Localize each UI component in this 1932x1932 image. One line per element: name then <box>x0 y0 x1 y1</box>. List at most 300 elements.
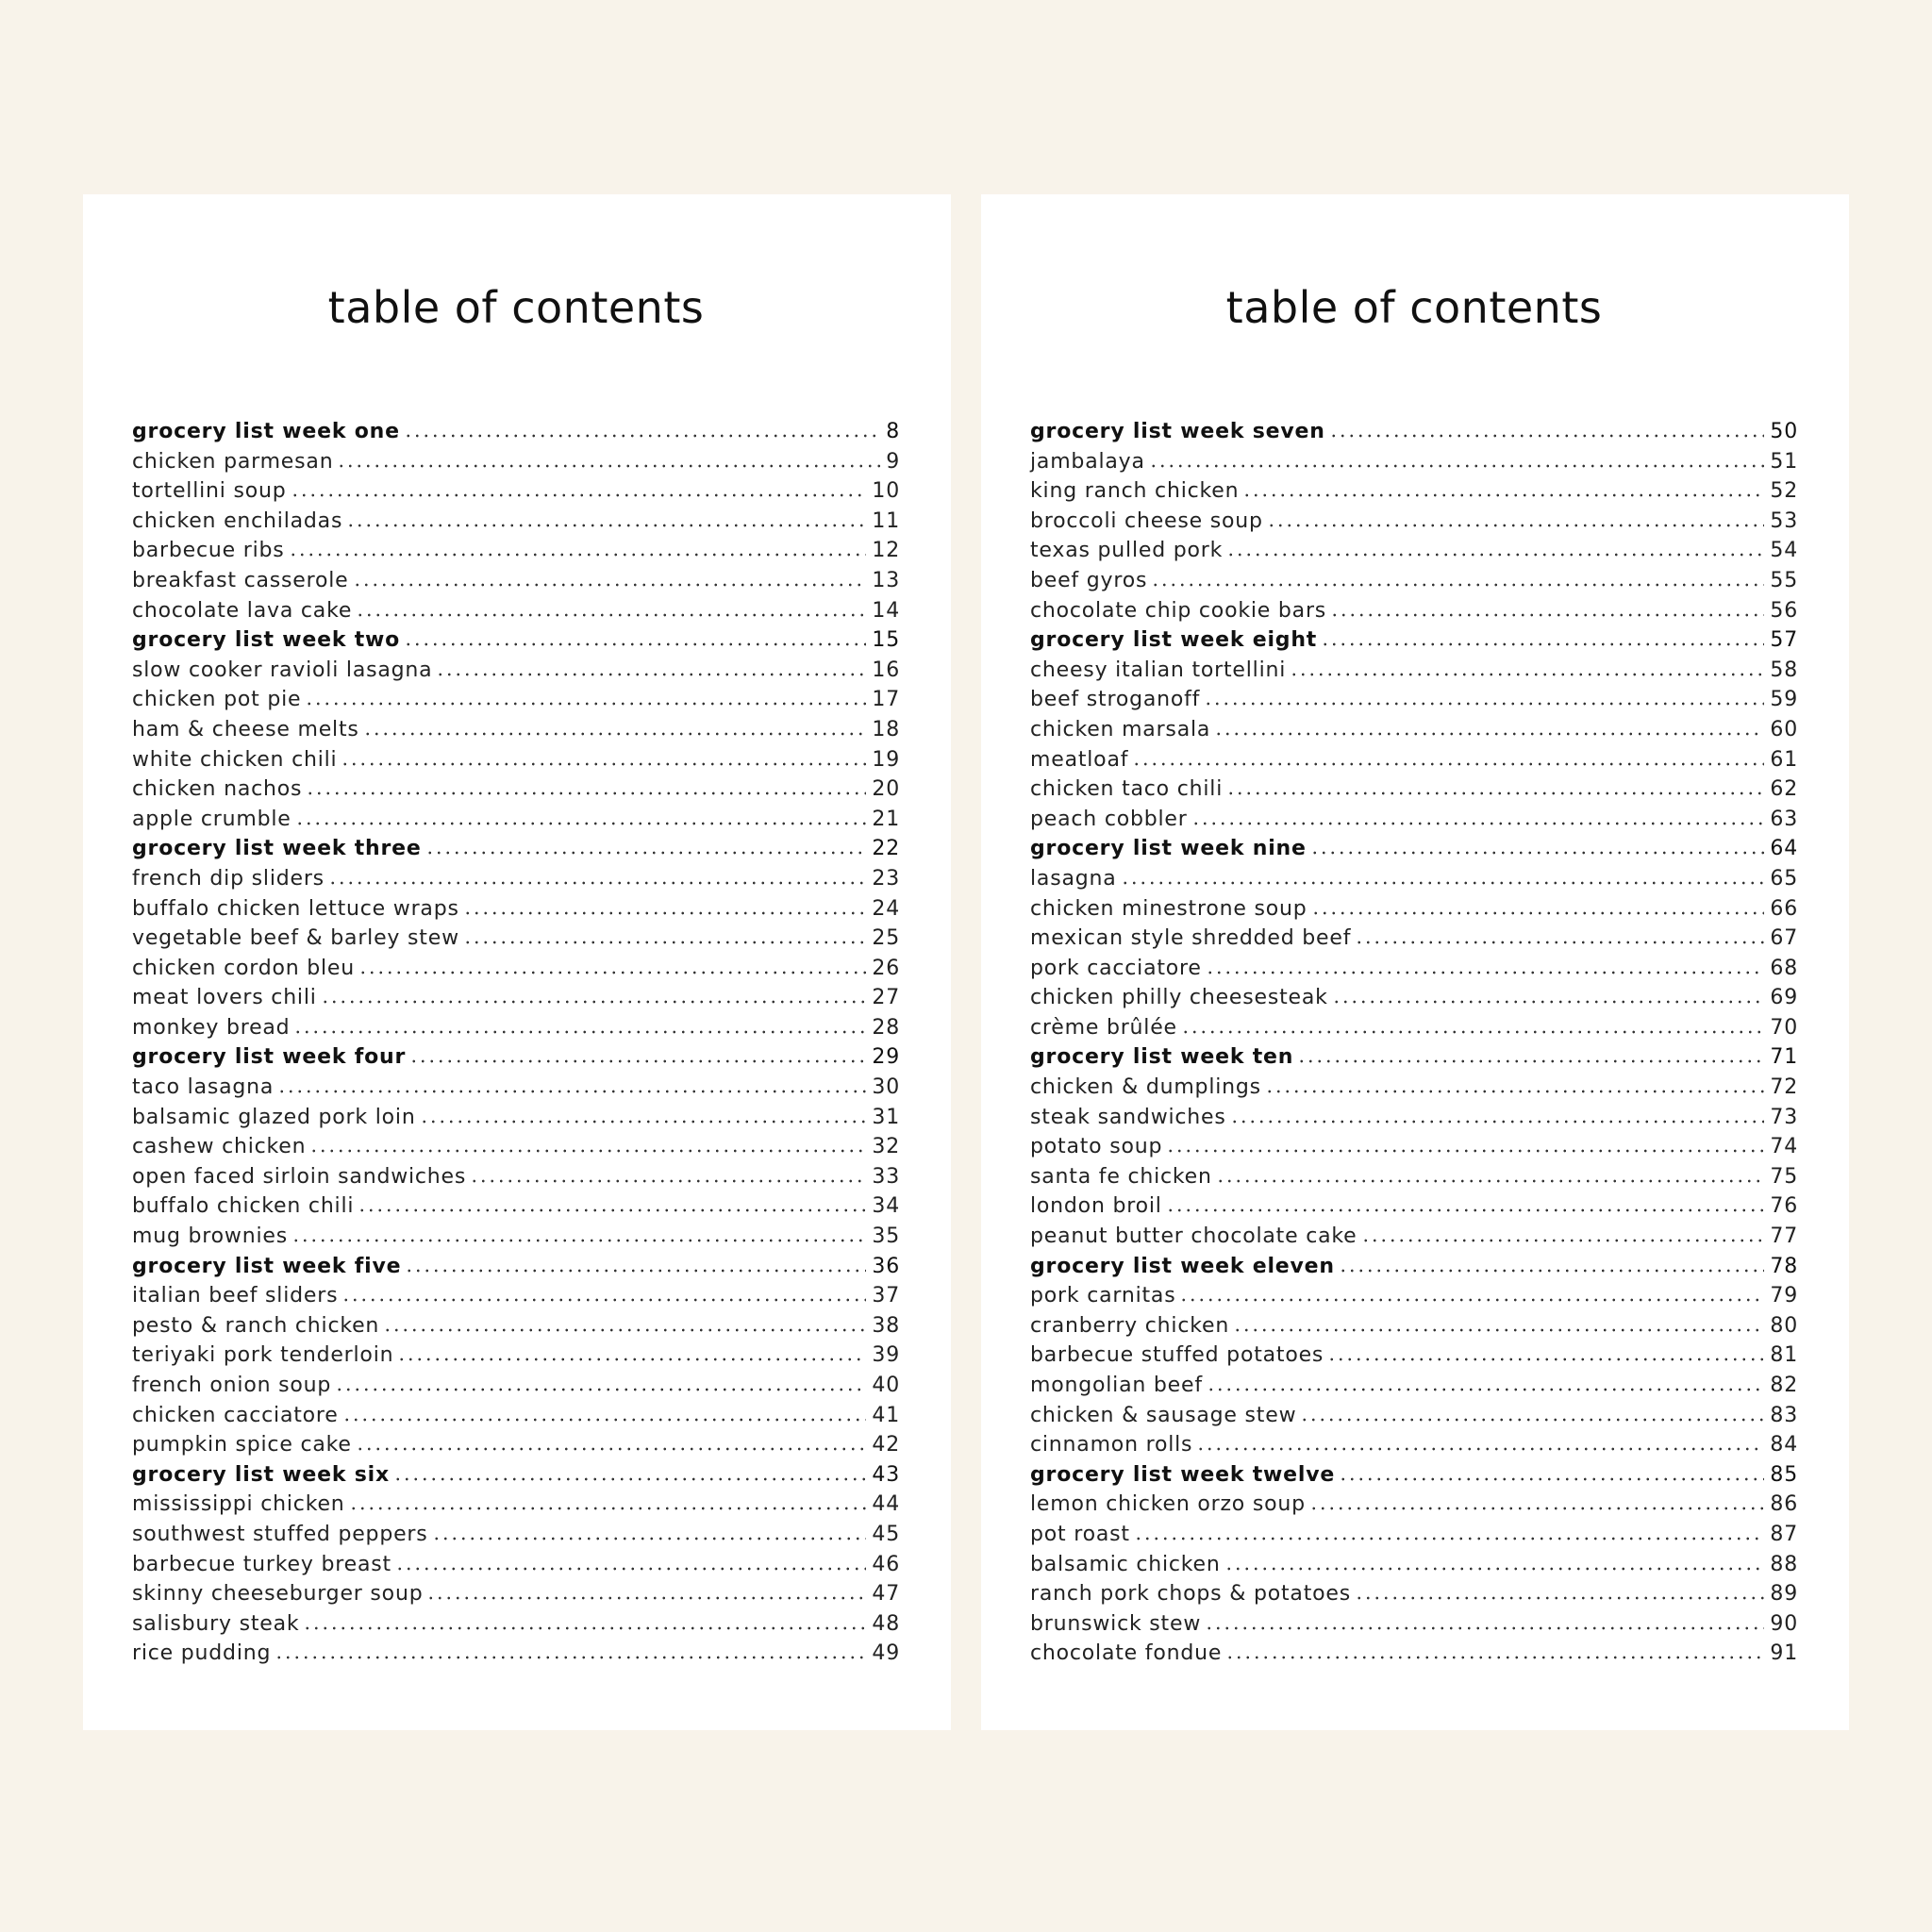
toc-row-recipe <box>132 864 900 894</box>
toc-row-recipe <box>1030 566 1798 596</box>
dot-leader <box>358 1208 866 1212</box>
toc-row-recipe <box>1030 596 1798 626</box>
dot-leader <box>1230 1120 1765 1124</box>
page-number: 89 <box>1770 1582 1798 1607</box>
recipe-label: chicken cordon bleu <box>132 956 356 980</box>
toc-row-recipe <box>132 536 900 566</box>
toc-row-recipe <box>132 924 900 954</box>
page-number: 43 <box>872 1462 900 1487</box>
toc-row-recipe <box>1030 1401 1798 1431</box>
recipe-label: santa fe chicken <box>1030 1164 1212 1189</box>
toc-row-week-heading <box>132 417 900 447</box>
page-number: 37 <box>872 1284 900 1308</box>
dot-leader <box>358 971 866 974</box>
toc-row-recipe <box>1030 894 1798 924</box>
recipe-label: ham & cheese melts <box>132 717 359 741</box>
dot-leader <box>1265 1090 1764 1093</box>
page-number: 45 <box>872 1522 900 1546</box>
toc-row-recipe <box>132 1609 900 1640</box>
toc-row-recipe <box>1030 1490 1798 1520</box>
page-number: 21 <box>872 807 900 831</box>
recipe-label: texas pulled pork <box>1030 539 1224 563</box>
page-number: 68 <box>1770 956 1798 980</box>
page-number: 35 <box>872 1224 900 1249</box>
page-number: 59 <box>1770 688 1798 712</box>
toc-row-recipe <box>132 1550 900 1580</box>
recipe-label: french onion soup <box>132 1374 332 1397</box>
recipe-label: ranch pork chops & potatoes <box>1030 1582 1351 1607</box>
recipe-label: meatloaf <box>1030 747 1129 772</box>
dot-leader <box>1226 791 1764 795</box>
page-number: 70 <box>1770 1015 1798 1040</box>
toc-row-recipe <box>132 507 900 537</box>
toc-row-week-heading <box>1030 834 1798 864</box>
page-number: 36 <box>872 1254 900 1278</box>
toc-row-recipe <box>1030 1013 1798 1043</box>
toc-row-recipe <box>1030 447 1798 477</box>
toc-row-recipe <box>1030 745 1798 775</box>
page-number: 61 <box>1770 747 1798 772</box>
dot-leader <box>1311 911 1765 915</box>
recipe-label: white chicken chili <box>132 747 338 772</box>
recipe-label: king ranch chicken <box>1030 479 1240 504</box>
page-number: 84 <box>1770 1433 1798 1457</box>
page-number: 64 <box>1770 837 1798 861</box>
dot-leader <box>404 434 880 438</box>
dot-leader <box>309 1149 866 1153</box>
dot-leader <box>356 613 866 617</box>
recipe-label: chicken pot pie <box>132 688 302 712</box>
week-heading-label: grocery list week three <box>132 837 422 861</box>
page-number: 74 <box>1770 1135 1798 1159</box>
dot-leader <box>383 1328 866 1332</box>
dot-leader <box>341 1298 866 1302</box>
toc-row-recipe <box>132 447 900 477</box>
page-number: 49 <box>872 1641 900 1666</box>
recipe-label: chocolate fondue <box>1030 1641 1223 1666</box>
recipe-label: chicken minestrone soup <box>1030 896 1307 921</box>
week-heading-label: grocery list week six <box>132 1462 390 1487</box>
dot-leader <box>1233 1328 1764 1332</box>
page-number: 15 <box>872 628 900 653</box>
dot-leader <box>305 702 866 706</box>
page-number: 87 <box>1770 1522 1798 1546</box>
page-number: 54 <box>1770 539 1798 563</box>
page-number: 58 <box>1770 658 1798 682</box>
toc-row-recipe <box>1030 1162 1798 1192</box>
toc-row-recipe <box>1030 954 1798 984</box>
recipe-label: barbecue ribs <box>132 539 285 563</box>
recipe-label: tortellini soup <box>132 479 287 504</box>
toc-row-recipe <box>1030 805 1798 835</box>
page-number: 11 <box>872 508 900 533</box>
page-number: 85 <box>1770 1462 1798 1487</box>
page-number: 32 <box>872 1135 900 1159</box>
page-number: 44 <box>872 1492 900 1517</box>
toc-row-recipe <box>1030 983 1798 1013</box>
dot-leader <box>1207 1388 1765 1391</box>
recipe-label: broccoli cheese soup <box>1030 508 1263 533</box>
page-number: 12 <box>872 539 900 563</box>
dot-leader <box>328 881 866 885</box>
dot-leader <box>356 1447 867 1451</box>
page-number: 90 <box>1770 1611 1798 1636</box>
recipe-label: meat lovers chili <box>132 986 317 1010</box>
toc-row-recipe <box>1030 656 1798 686</box>
recipe-label: cashew chicken <box>132 1135 307 1159</box>
dot-leader <box>1225 1656 1764 1659</box>
toc-row-recipe <box>1030 1371 1798 1401</box>
page-number: 91 <box>1770 1641 1798 1666</box>
dot-leader <box>293 1030 866 1034</box>
page-number: 71 <box>1770 1045 1798 1070</box>
dot-leader <box>1179 1298 1764 1302</box>
page-number: 19 <box>872 747 900 772</box>
dot-leader <box>289 553 867 557</box>
toc-row-recipe <box>132 1162 900 1192</box>
recipe-label: chicken parmesan <box>132 449 334 474</box>
toc-row-recipe <box>1030 1132 1798 1162</box>
toc-row-recipe <box>1030 1103 1798 1133</box>
page-number: 67 <box>1770 926 1798 951</box>
toc-row-recipe <box>1030 1639 1798 1669</box>
recipe-label: slow cooker ravioli lasagna <box>132 658 433 682</box>
recipe-label: chocolate lava cake <box>132 598 353 623</box>
dot-leader <box>291 493 867 497</box>
toc-row-recipe <box>132 1401 900 1431</box>
dot-leader <box>1224 1567 1765 1571</box>
page-number: 39 <box>872 1343 900 1368</box>
toc-row-recipe <box>1030 1281 1798 1311</box>
dot-leader <box>306 791 866 795</box>
page-number: 16 <box>872 658 900 682</box>
page-number: 57 <box>1770 628 1798 653</box>
page-number: 83 <box>1770 1403 1798 1427</box>
page-number: 14 <box>872 598 900 623</box>
page-number: 52 <box>1770 479 1798 504</box>
recipe-label: mexican style shredded beef <box>1030 926 1352 951</box>
week-heading-label: grocery list week twelve <box>1030 1462 1336 1487</box>
recipe-label: barbecue turkey breast <box>132 1552 391 1576</box>
recipe-label: lemon chicken orzo soup <box>1030 1492 1306 1517</box>
toc-row-week-heading <box>1030 625 1798 656</box>
recipe-label: teriyaki pork tenderloin <box>132 1343 394 1368</box>
recipe-label: taco lasagna <box>132 1075 275 1100</box>
toc-row-week-heading <box>132 1042 900 1073</box>
toc-row-week-heading <box>1030 1042 1798 1073</box>
page-number: 13 <box>872 568 900 592</box>
page-number: 75 <box>1770 1164 1798 1189</box>
page-number: 79 <box>1770 1284 1798 1308</box>
page-number: 18 <box>872 717 900 741</box>
toc-row-recipe <box>1030 1579 1798 1609</box>
recipe-label: pork carnitas <box>1030 1284 1176 1308</box>
dot-leader <box>397 1357 866 1361</box>
dot-leader <box>404 642 866 646</box>
recipe-label: mongolian beef <box>1030 1374 1203 1397</box>
toc-row-recipe <box>1030 774 1798 805</box>
dot-leader <box>420 1120 867 1124</box>
toc-row-recipe <box>1030 864 1798 894</box>
recipe-label: peach cobbler <box>1030 807 1188 831</box>
toc-row-week-heading <box>1030 1460 1798 1491</box>
recipe-label: italian beef sliders <box>132 1284 339 1308</box>
recipe-label: rice pudding <box>132 1641 272 1666</box>
page-number: 20 <box>872 777 900 802</box>
dot-leader <box>1332 1000 1765 1004</box>
week-heading-label: grocery list week four <box>132 1045 407 1070</box>
toc-row-recipe <box>132 1103 900 1133</box>
page-number: 40 <box>872 1374 900 1397</box>
page-number: 28 <box>872 1015 900 1040</box>
dot-leader <box>425 851 867 855</box>
recipe-label: breakfast casserole <box>132 568 349 592</box>
recipe-label: salisbury steak <box>132 1611 300 1636</box>
dot-leader <box>1166 1149 1764 1153</box>
dot-leader <box>1329 434 1765 438</box>
recipe-label: potato soup <box>1030 1135 1163 1159</box>
toc-row-recipe <box>132 894 900 924</box>
recipe-label: apple crumble <box>132 807 291 831</box>
recipe-label: southwest stuffed peppers <box>132 1522 428 1546</box>
toc-row-recipe <box>1030 1341 1798 1371</box>
recipe-label: cranberry chicken <box>1030 1313 1230 1338</box>
recipe-label: monkey bread <box>132 1015 291 1040</box>
page-number: 73 <box>1770 1105 1798 1129</box>
toc-row-recipe <box>132 1341 900 1371</box>
toc-row-recipe <box>132 1579 900 1609</box>
dot-leader <box>1361 1239 1765 1242</box>
dot-leader <box>1226 553 1764 557</box>
dot-leader <box>436 673 866 676</box>
page-number: 22 <box>872 837 900 861</box>
week-heading-label: grocery list week nine <box>1030 837 1307 861</box>
dot-leader <box>341 762 866 766</box>
dot-leader <box>432 1537 867 1541</box>
recipe-label: peanut butter chocolate cake <box>1030 1224 1357 1249</box>
toc-row-recipe <box>132 1430 900 1460</box>
toc-row-recipe <box>132 1073 900 1103</box>
toc-row-recipe <box>1030 924 1798 954</box>
recipe-label: pot roast <box>1030 1522 1130 1546</box>
page-number: 53 <box>1770 508 1798 533</box>
toc-row-recipe <box>132 774 900 805</box>
toc-row-recipe <box>132 1132 900 1162</box>
recipe-label: chicken enchiladas <box>132 508 343 533</box>
page-number: 63 <box>1770 807 1798 831</box>
recipe-label: steak sandwiches <box>1030 1105 1226 1129</box>
page-number: 23 <box>872 866 900 891</box>
dot-leader <box>395 1567 866 1571</box>
toc-row-recipe <box>1030 1550 1798 1580</box>
recipe-label: buffalo chicken lettuce wraps <box>132 896 459 921</box>
toc-row-recipe <box>1030 1430 1798 1460</box>
recipe-label: chocolate chip cookie bars <box>1030 598 1327 623</box>
week-heading-label: grocery list week eight <box>1030 628 1318 653</box>
dot-leader <box>275 1656 866 1659</box>
recipe-label: crème brûlée <box>1030 1015 1177 1040</box>
page-number: 62 <box>1770 777 1798 802</box>
recipe-label: lasagna <box>1030 866 1117 891</box>
dot-leader <box>1205 1626 1764 1630</box>
dot-leader <box>335 1388 866 1391</box>
recipe-label: pork cacciatore <box>1030 956 1202 980</box>
page-number: 26 <box>872 956 900 980</box>
toc-row-recipe <box>1030 1609 1798 1640</box>
toc-row-recipe <box>132 1639 900 1669</box>
page-number: 8 <box>886 420 900 443</box>
toc-row-recipe <box>132 1013 900 1043</box>
week-heading-label: grocery list week ten <box>1030 1045 1294 1070</box>
page-number: 33 <box>872 1164 900 1189</box>
toc-page-right <box>981 194 1849 1730</box>
dot-leader <box>393 1477 866 1481</box>
recipe-label: mississippi chicken <box>132 1492 345 1517</box>
toc-row-recipe <box>1030 1520 1798 1550</box>
page-number: 48 <box>872 1611 900 1636</box>
toc-row-recipe <box>1030 1073 1798 1103</box>
recipe-label: chicken cacciatore <box>132 1403 339 1427</box>
dot-leader <box>342 1418 867 1422</box>
dot-leader <box>353 583 867 587</box>
toc-row-recipe <box>132 685 900 715</box>
page-number: 41 <box>872 1403 900 1427</box>
dot-leader <box>470 1179 866 1183</box>
recipe-label: chicken & sausage stew <box>1030 1403 1297 1427</box>
dot-leader <box>1242 493 1764 497</box>
page-number: 69 <box>1770 986 1798 1010</box>
toc-row-recipe <box>132 476 900 507</box>
page-number: 86 <box>1770 1492 1798 1517</box>
page-number: 80 <box>1770 1313 1798 1338</box>
toc-row-recipe <box>1030 476 1798 507</box>
page-number: 76 <box>1770 1194 1798 1219</box>
recipe-label: beef gyros <box>1030 568 1148 592</box>
dot-leader <box>1309 1507 1765 1510</box>
toc-row-recipe <box>132 983 900 1013</box>
page-number: 81 <box>1770 1343 1798 1368</box>
dot-leader <box>463 941 867 944</box>
page-number: 50 <box>1770 420 1798 443</box>
toc-row-recipe <box>132 596 900 626</box>
dot-leader <box>346 524 866 527</box>
dot-leader <box>321 1000 867 1004</box>
dot-leader <box>1339 1477 1764 1481</box>
page-number: 56 <box>1770 598 1798 623</box>
dot-leader <box>1132 762 1764 766</box>
week-heading-label: grocery list week eleven <box>1030 1254 1335 1278</box>
toc-row-recipe <box>132 656 900 686</box>
toc-row-week-heading <box>132 625 900 656</box>
recipe-label: jambalaya <box>1030 449 1145 474</box>
dot-leader <box>1181 1030 1765 1034</box>
toc-row-recipe <box>132 745 900 775</box>
page-number: 24 <box>872 896 900 921</box>
dot-leader <box>1166 1208 1765 1212</box>
dot-leader <box>1191 822 1765 825</box>
toc-row-week-heading <box>1030 1252 1798 1282</box>
toc-row-recipe <box>132 1222 900 1252</box>
page-number: 31 <box>872 1105 900 1129</box>
recipe-label: balsamic chicken <box>1030 1552 1221 1576</box>
page-number: 30 <box>872 1075 900 1100</box>
page-number: 47 <box>872 1582 900 1607</box>
toc-row-recipe <box>1030 685 1798 715</box>
week-heading-label: grocery list week one <box>132 420 400 443</box>
page-number: 17 <box>872 688 900 712</box>
dot-leader <box>463 911 867 915</box>
dot-leader <box>1339 1269 1765 1273</box>
toc-row-recipe <box>1030 536 1798 566</box>
toc-row-recipe <box>132 715 900 745</box>
toc-row-week-heading <box>132 834 900 864</box>
dot-leader <box>349 1507 867 1510</box>
dot-leader <box>1134 1537 1765 1541</box>
recipe-label: mug brownies <box>132 1224 288 1249</box>
recipe-label: cheesy italian tortellini <box>1030 658 1287 682</box>
toc-row-recipe <box>132 1311 900 1341</box>
page-number: 77 <box>1770 1224 1798 1249</box>
toc-row-recipe <box>132 566 900 596</box>
recipe-label: barbecue stuffed potatoes <box>1030 1343 1324 1368</box>
dot-leader <box>1214 732 1764 736</box>
recipe-label: chicken taco chili <box>1030 777 1224 802</box>
week-heading-label: grocery list week seven <box>1030 420 1325 443</box>
recipe-label: chicken nachos <box>132 777 303 802</box>
toc-row-recipe <box>132 1371 900 1401</box>
dot-leader <box>1206 971 1765 974</box>
dot-leader <box>1149 464 1765 468</box>
toc-row-week-heading <box>132 1252 900 1282</box>
dot-leader <box>426 1596 866 1600</box>
recipe-label: chicken & dumplings <box>1030 1075 1261 1100</box>
toc-row-recipe <box>1030 1311 1798 1341</box>
toc-list <box>1030 417 1798 1669</box>
recipe-label: balsamic glazed pork loin <box>132 1105 416 1129</box>
toc-row-recipe <box>132 1490 900 1520</box>
recipe-label: chicken marsala <box>1030 717 1211 741</box>
page-number: 65 <box>1770 866 1798 891</box>
recipe-label: beef stroganoff <box>1030 688 1201 712</box>
recipe-label: buffalo chicken chili <box>132 1194 355 1219</box>
page-number: 55 <box>1770 568 1798 592</box>
recipe-label: chicken philly cheesesteak <box>1030 986 1328 1010</box>
page-title: table of contents <box>327 282 705 333</box>
toc-row-recipe <box>1030 507 1798 537</box>
page-number: 82 <box>1770 1374 1798 1397</box>
toc-page-left <box>83 194 951 1730</box>
dot-leader <box>1321 642 1764 646</box>
toc-row-recipe <box>1030 1222 1798 1252</box>
recipe-label: london broil <box>1030 1194 1162 1219</box>
dot-leader <box>1267 524 1765 527</box>
toc-row-week-heading <box>1030 417 1798 447</box>
dot-leader <box>1121 881 1765 885</box>
page-number: 9 <box>886 449 900 474</box>
dot-leader <box>295 822 867 825</box>
dot-leader <box>1330 613 1764 617</box>
toc-row-recipe <box>132 1191 900 1222</box>
recipe-label: pumpkin spice cake <box>132 1433 352 1457</box>
toc-row-recipe <box>132 1520 900 1550</box>
page-number: 46 <box>872 1552 900 1576</box>
page-number: 25 <box>872 926 900 951</box>
recipe-label: open faced sirloin sandwiches <box>132 1164 467 1189</box>
dot-leader <box>337 464 880 468</box>
recipe-label: vegetable beef & barley stew <box>132 926 459 951</box>
dot-leader <box>1327 1357 1764 1361</box>
dot-leader <box>409 1059 866 1063</box>
